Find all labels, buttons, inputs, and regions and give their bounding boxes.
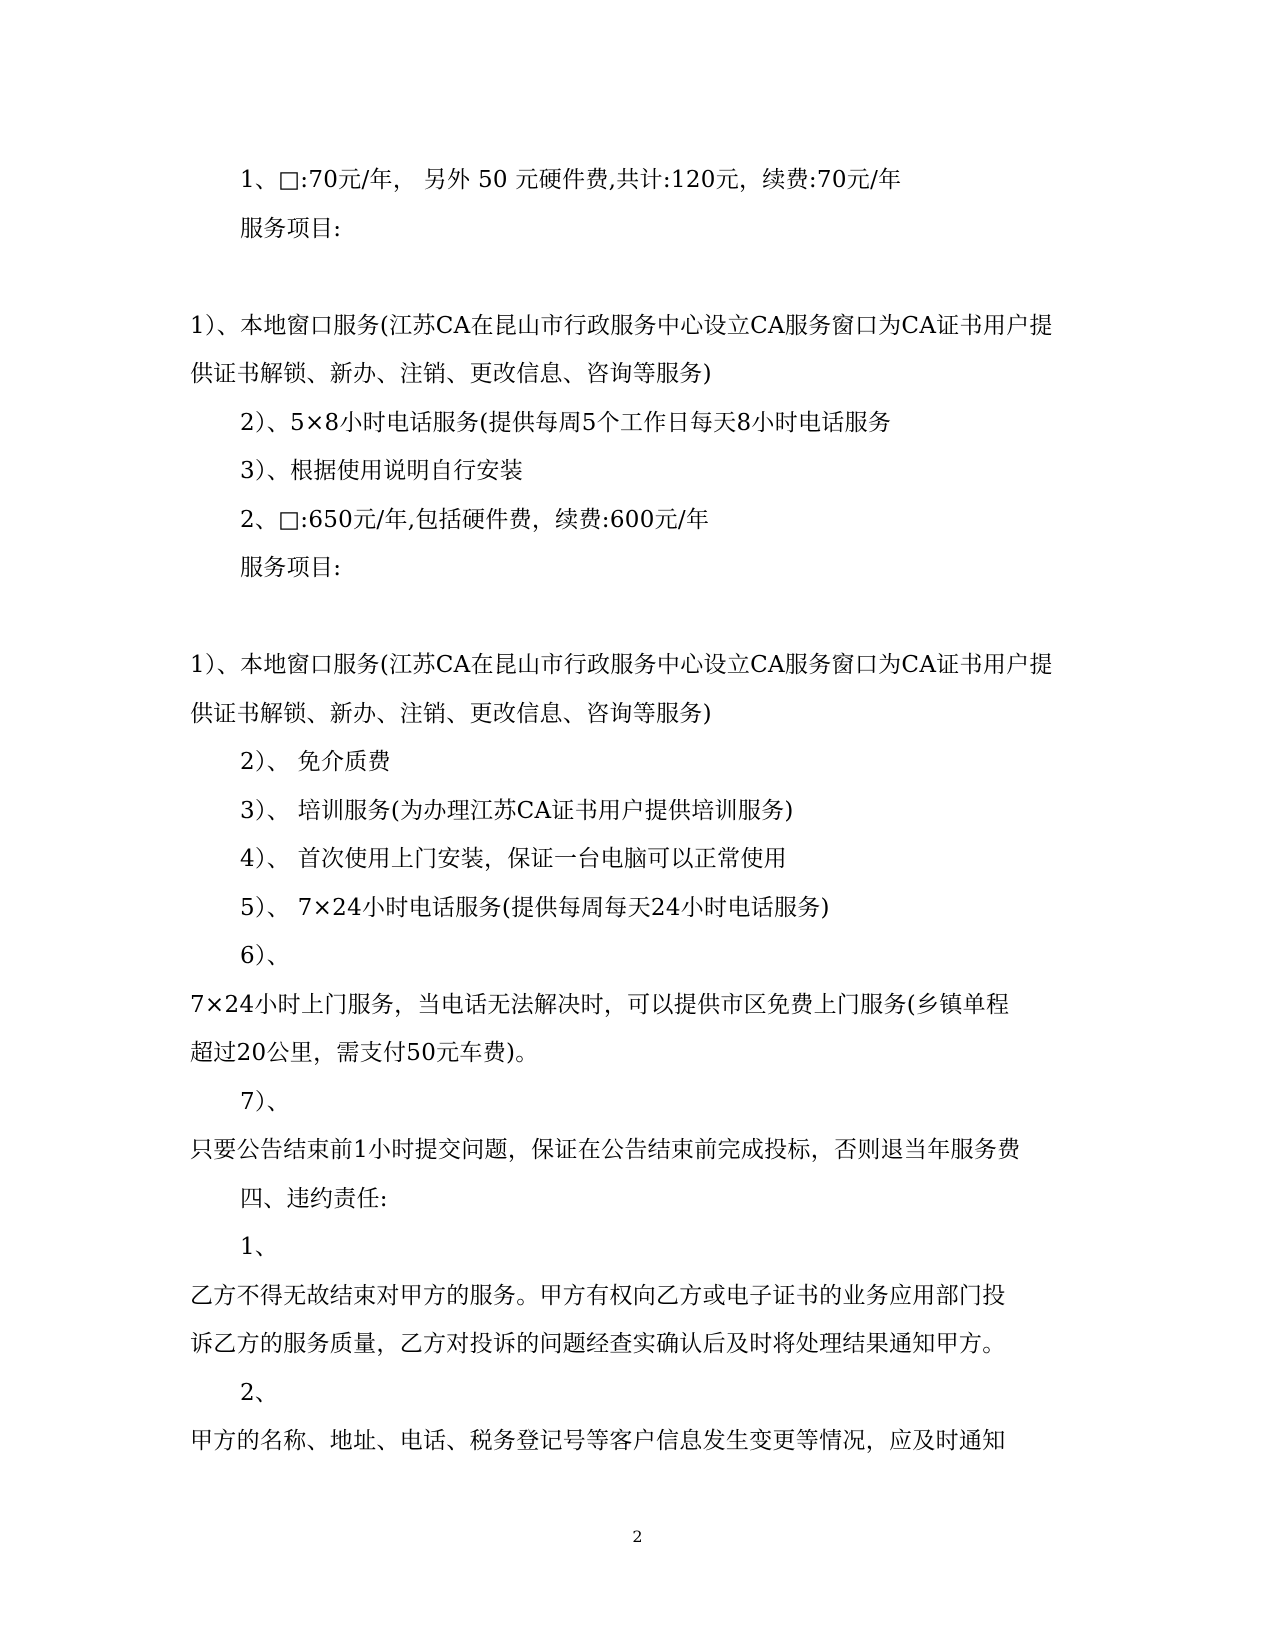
section-heading: 四、违约责任: bbox=[240, 1186, 388, 1212]
text-line: 3）、 培训服务(为办理江苏CA证书用户提供培训服务) bbox=[240, 798, 794, 824]
text-line: 只要公告结束前1小时提交问题，保证在公告结束前完成投标，否则退当年服务费 bbox=[190, 1137, 1021, 1163]
text-line: 1）、本地窗口服务(江苏CA在昆山市行政服务中心设立CA服务窗口为CA证书用户提 bbox=[190, 313, 1053, 339]
text-line: 1、□:70元/年， 另外 50 元硬件费,共计:120元，续费:70元/年 bbox=[240, 167, 902, 193]
text-line: 供证书解锁、新办、注销、更改信息、咨询等服务) bbox=[190, 361, 712, 387]
text-line: 2）、 免介质费 bbox=[240, 749, 391, 775]
page-number: 2 bbox=[632, 1527, 643, 1546]
text-line: 诉乙方的服务质量，乙方对投诉的问题经查实确认后及时将处理结果通知甲方。 bbox=[190, 1331, 1006, 1357]
text-line: 3）、根据使用说明自行安装 bbox=[240, 458, 524, 484]
text-line: 超过20公里，需支付50元车费)。 bbox=[190, 1040, 539, 1066]
text-line: 供证书解锁、新办、注销、更改信息、咨询等服务) bbox=[190, 701, 712, 727]
text-line: 7）、 bbox=[240, 1089, 291, 1115]
text-line: 6）、 bbox=[240, 943, 291, 969]
text-line: 4）、 首次使用上门安装，保证一台电脑可以正常使用 bbox=[240, 846, 787, 872]
text-line: 2）、5×8小时电话服务(提供每周5个工作日每天8小时电话服务 bbox=[240, 410, 892, 436]
text-line: 5）、 7×24小时电话服务(提供每周每天24小时电话服务) bbox=[240, 895, 830, 921]
text-line: 1、 bbox=[240, 1234, 279, 1260]
text-line: 2、 bbox=[240, 1380, 279, 1406]
text-line: 服务项目: bbox=[240, 555, 342, 581]
text-line: 1）、本地窗口服务(江苏CA在昆山市行政服务中心设立CA服务窗口为CA证书用户提 bbox=[190, 652, 1053, 678]
text-line: 甲方的名称、地址、电话、税务登记号等客户信息发生变更等情况，应及时通知 bbox=[190, 1428, 1006, 1454]
text-line: 2、□:650元/年,包括硬件费，续费:600元/年 bbox=[240, 507, 710, 533]
text-line: 服务项目: bbox=[240, 216, 342, 242]
text-line: 7×24小时上门服务，当电话无法解决时，可以提供市区免费上门服务(乡镇单程 bbox=[190, 992, 1010, 1018]
text-line: 乙方不得无故结束对甲方的服务。甲方有权向乙方或电子证书的业务应用部门投 bbox=[190, 1283, 1006, 1309]
